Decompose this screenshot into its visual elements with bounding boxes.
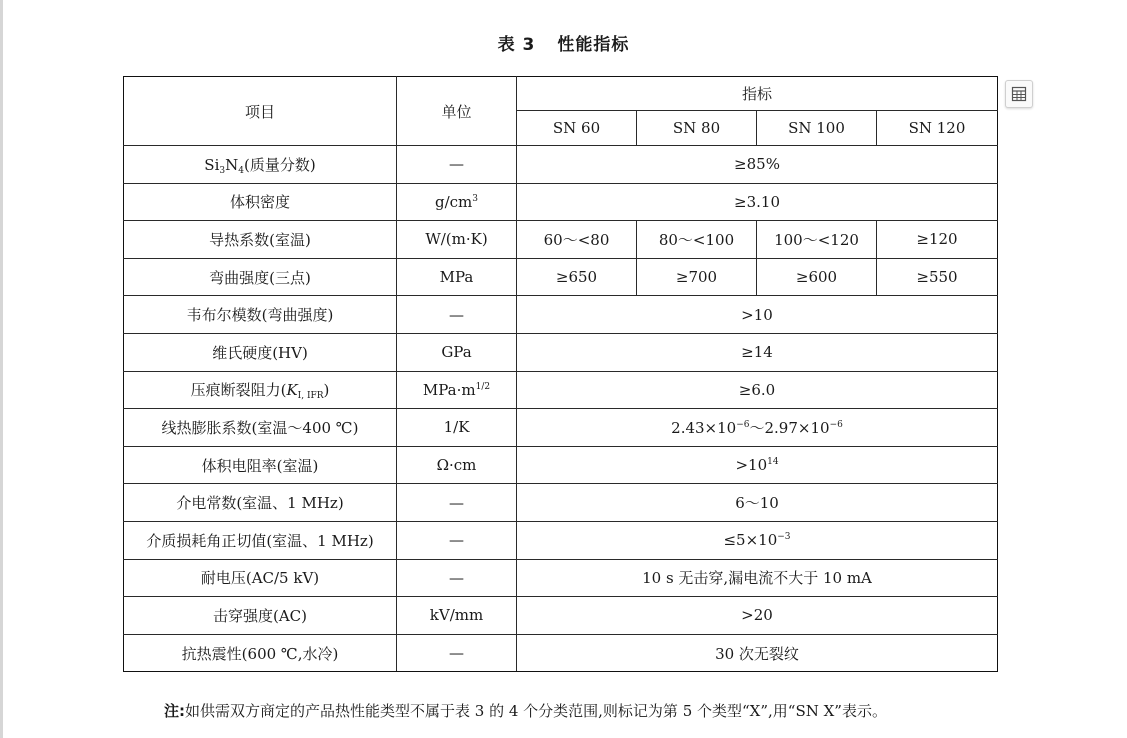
row-unit: — [397,484,517,522]
row-value-sn120: ≥550 [877,258,998,296]
row-item: 维氏硬度(HV) [124,333,397,371]
header-item: 项目 [124,77,397,146]
table-row [124,221,998,259]
row-unit: kV/mm [397,597,517,635]
table-row [124,634,998,672]
row-unit: W/(m·K) [397,221,517,259]
row-value-sn100: ≥600 [757,258,877,296]
table-row [124,559,998,597]
row-unit: 1/K [397,409,517,447]
row-value: >10 [517,296,998,334]
table-row [124,371,998,409]
grade-sn60: SN 60 [517,111,637,146]
row-unit: $MPa\cdot m^{1/2}$ [397,371,517,409]
table-row [124,409,998,447]
grade-sn80: SN 80 [637,111,757,146]
row-value-sn80: 80～<100 [637,221,757,259]
table-row [124,258,998,296]
table-row [124,183,998,221]
row-value-sn80: ≥700 [637,258,757,296]
table-row [124,296,998,334]
row-value: 30 次无裂纹 [517,634,998,672]
row-unit: GPa [397,333,517,371]
row-item: 介电常数(室温、1 MHz) [124,484,397,522]
note-label: 注: [164,702,185,720]
row-item: 体积密度 [124,183,397,221]
table-number: 表 3 [497,35,536,55]
row-item: 导热系数(室温) [124,221,397,259]
grade-sn120: SN 120 [877,111,998,146]
row-value-sn60: 60～<80 [517,221,637,259]
row-item: 介质损耗角正切值(室温、1 MHz) [124,521,397,559]
row-unit: $g/cm^3$ [397,183,517,221]
row-value-sn120: ≥120 [877,221,998,259]
row-value-sn100: 100～<120 [757,221,877,259]
note-text: 如供需双方商定的产品热性能类型不属于表 3 的 4 个分类范围,则标记为第 5 个类型“X”,用“SN X”表示。 [185,702,887,720]
table-row [124,597,998,635]
row-unit: — [397,296,517,334]
row-value: 10 s 无击穿,漏电流不大于 10 mA [517,559,998,597]
row-item: 击穿强度(AC) [124,597,397,635]
table-row [124,484,998,522]
row-item: 韦布尔模数(弯曲强度) [124,296,397,334]
row-value: >20 [517,597,998,635]
table-title: 性能指标 [557,35,630,55]
row-unit: Ω·cm [397,446,517,484]
page-left-edge [0,0,3,738]
row-value-sn60: ≥650 [517,258,637,296]
header-unit: 单位 [397,77,517,146]
table-row [124,521,998,559]
table-view-icon [1011,86,1027,102]
row-value: $\le 5\times 10^{-3}$ [517,521,998,559]
row-value: ≥85% [517,146,998,184]
row-unit: MPa [397,258,517,296]
row-value: ≥14 [517,333,998,371]
performance-table [123,76,998,672]
row-unit: — [397,634,517,672]
table-note [164,700,887,721]
row-item: 体积电阻率(室温) [124,446,397,484]
row-value: $2.43\times 10^{-6}\sim 2.97\times 10^{-6}$ [517,409,998,447]
table-view-button[interactable] [1005,80,1033,108]
row-value: 6～10 [517,484,998,522]
grade-sn100: SN 100 [757,111,877,146]
table-row [124,333,998,371]
row-value: ≥3.10 [517,183,998,221]
row-unit: — [397,559,517,597]
row-value: ≥6.0 [517,371,998,409]
header-indicator: 指标 [517,77,998,111]
table-row [124,446,998,484]
row-item: 抗热震性(600 ℃,水冷) [124,634,397,672]
table-caption [0,30,1127,55]
row-item: 弯曲强度(三点) [124,258,397,296]
row-unit: — [397,146,517,184]
row-item: 耐电压(AC/5 kV) [124,559,397,597]
row-unit: — [397,521,517,559]
row-item: 线热膨胀系数(室温～400 ℃) [124,409,397,447]
table-header-row [124,77,998,111]
row-value: $>10^{14}$ [517,446,998,484]
row-item: 压痕断裂阻力$(K_{I, IFR})$ [124,371,397,409]
row-item: $Si_3N_4$(质量分数) [124,146,397,184]
table-row [124,146,998,184]
